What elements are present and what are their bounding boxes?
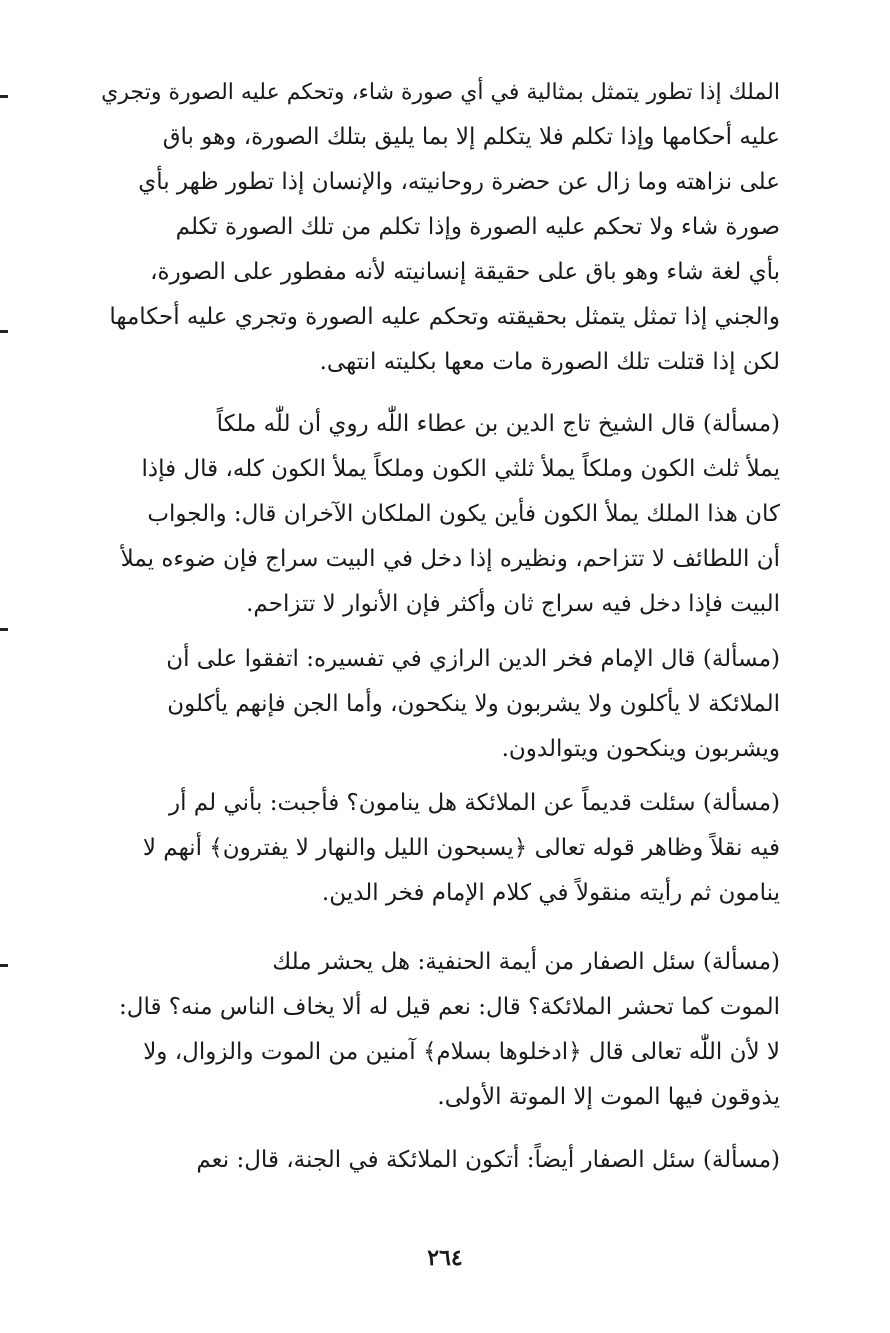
text-line: على نزاهته وما زال عن حضرة روحانيته، والإنسان إذا تطور ظهر بأي <box>138 169 780 195</box>
text-line: أن اللطائف لا تتزاحم، ونظيره إذا دخل في البيت سراج فإن ضوءه يملأ <box>120 546 780 572</box>
text-line: البيت فإذا دخل فيه سراج ثان وأكثر فإن الأنوار لا تتزاحم. <box>246 591 780 617</box>
text-line: (مسألة) سئل الصفار أيضاً: أتكون الملائكة في الجنة، قال: نعم <box>196 1147 780 1173</box>
paragraph-1 <box>100 70 780 385</box>
text-line: فيه نقلاً وظاهر قوله تعالى ﴿يسبحون الليل والنهار لا يفترون﴾ أنهم لا <box>142 835 780 861</box>
paragraph-5 <box>100 940 780 1120</box>
text-line: لكن إذا قتلت تلك الصورة مات معها بكليته انتهى. <box>319 349 780 375</box>
page-number: ٢٦٤ <box>427 1245 463 1271</box>
text-line: صورة شاء ولا تحكم عليه الصورة وإذا تكلم من تلك الصورة تكلم <box>175 214 780 240</box>
text-line: كان هذا الملك يملأ الكون فأين يكون الملكان الآخران قال: والجواب <box>147 501 780 527</box>
text-line: بأي لغة شاء وهو باق على حقيقة إنسانيته لأنه مفطور على الصورة، <box>150 259 780 285</box>
paragraph-6 <box>100 1138 780 1183</box>
text-line: يذوقون فيها الموت إلا الموتة الأولى. <box>437 1084 780 1110</box>
text-line: الملائكة لا يأكلون ولا يشربون ولا ينكحون، وأما الجن فإنهم يأكلون <box>167 691 780 717</box>
paragraph-3 <box>100 637 780 772</box>
text-line: (مسألة) سئلت قديماً عن الملائكة هل ينامون؟ فأجبت: بأني لم أر <box>169 790 780 816</box>
paragraph-2 <box>100 402 780 627</box>
text-line: يملأ ثلث الكون وملكاً يملأ ثلثي الكون وملكاً يملأ الكون كله، قال فإذا <box>141 456 780 482</box>
edge-mark <box>0 95 8 98</box>
text-line: ويشربون وينكحون ويتوالدون. <box>501 736 780 762</box>
text-line: لا لأن اللّٰه تعالى قال ﴿ادخلوها بسلام﴾ آمنين من الموت والزوال، ولا <box>143 1039 780 1065</box>
text-line: عليه أحكامها وإذا تكلم فلا يتكلم إلا بما يليق بتلك الصورة، وهو باق <box>162 124 780 150</box>
text-line: الملك إذا تطور يتمثل بمثالية في أي صورة شاء، وتحكم عليه الصورة وتجري <box>101 80 780 105</box>
text-line: (مسألة) قال الإمام فخر الدين الرازي في تفسيره: اتفقوا على أن <box>166 646 780 672</box>
text-line: (مسألة) سئل الصفار من أيمة الحنفية: هل يحشر ملك <box>272 949 780 975</box>
edge-mark <box>0 330 8 333</box>
text-line: الموت كما تحشر الملائكة؟ قال: نعم قيل له ألا يخاف الناس منه؟ قال: <box>119 994 780 1020</box>
text-line: (مسألة) قال الشيخ تاج الدين بن عطاء اللّٰه روي أن للّٰه ملكاً <box>216 411 780 437</box>
edge-mark <box>0 628 8 631</box>
paragraph-4 <box>100 781 780 916</box>
text-line: ينامون ثم رأيته منقولاً في كلام الإمام فخر الدين. <box>321 880 780 906</box>
edge-mark <box>0 964 8 967</box>
text-line: والجني إذا تمثل يتمثل بحقيقته وتحكم عليه الصورة وتجري عليه أحكامها <box>109 304 780 330</box>
